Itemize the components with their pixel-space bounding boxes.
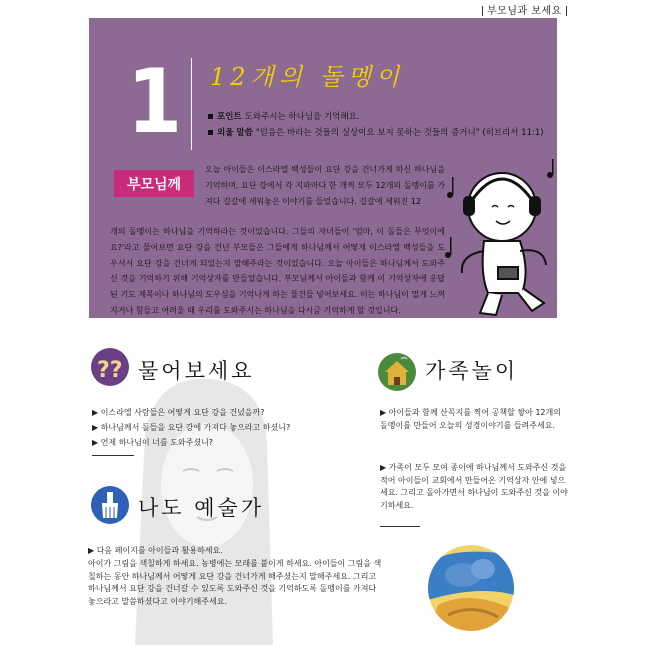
river-crossing-illustration — [428, 545, 514, 631]
parents-paragraph-1: 오늘 아이들은 이스라엘 백성들이 요단 강을 건너가게 하신 하나님을 기억하며, 요단 강에서 각 지파마다 한 개씩 모두 12개의 돌멩이를 가져다 길갈에 세워놓은 이야기를 들었습니다. 길갈에 세워진 12 — [205, 165, 445, 206]
ask-item: ▶ 하나님께서 돌들을 요단 강에 가져다 놓으라고 하셨니? — [92, 423, 291, 432]
point-line: 포인트 도와주시는 하나님을 기억해요. — [208, 110, 360, 122]
memory-verse-line: 외울 말씀 "믿음은 바라는 것들의 실상이요 보지 못하는 것들의 증거니" (히브리서 11:1) — [208, 126, 544, 138]
divider — [380, 526, 420, 527]
artist-title: 나도 예술가 — [138, 496, 265, 520]
svg-text:??: ?? — [97, 358, 123, 383]
family-item: ▶ 아이들과 함께 산꼭지를 찍어 공책할 쌓아 12개의 돌멩이를 만들어 오늘의 성경이야기를 들려주세요. — [380, 408, 561, 430]
section-tag: 부모님과 보세요 — [478, 2, 571, 17]
parents-label: 부모님께 — [114, 170, 194, 197]
parents-paragraph-2: 개의 돌멩이는 하나님을 기억하라는 것이었습니다. 그들의 자녀들이 '엄마, 이 돌들은 무엇이에요?'라고 물어보면 요단 강을 건넌 부모들은 그들에게 하나님께서 어떻게 이스라엘 백성들을 도우셔서 요단 강을 건너게 되었는지 말해주라는 것이었습니다. 오늘 아이들은 하나님께서 도와주신 것을 기억하기 위해 기억상자를 만들었습니다. 부모님께서 아이들과 함께 이 기억상자에 응답된 기도 제목이나 하나님의 도우심을 기억나게 하는 물건들 넣어보세요. 이는 하나님이 멀게 느껴지거나 힘들고 어려울 때 우리를 도와주시는 하나님을 다시금 기억하게 할 것입니다. — [110, 227, 445, 315]
paintbrush-icon — [90, 485, 130, 525]
artist-body: 아이가 그림을 색칠하게 하세요. 농병에는 모래를 붙이게 하세요. 아이들이 그림을 색칠하는 동안 하나님께서 어떻게 요단 강을 건너가게 해주셨는지 말해주세요. 그리고 하나님께서 요단 강을 건너갈 수 있도록 도와주신 것을 기억하도록 돌멩이를 가져다놓으라고 말씀하셨다고 이야기해주세요. — [88, 559, 382, 606]
house-icon — [377, 352, 417, 392]
lesson-title: 12개의 돌멩이 — [210, 63, 405, 91]
divider — [191, 58, 192, 150]
ask-item: ▶ 이스라엘 사람들은 어떻게 요단 강을 건넜을까? — [92, 408, 265, 417]
kid-headphones-illustration — [440, 155, 560, 320]
family-item: ▶ 가족이 모두 모여 종이에 하나님께서 도와주신 것을 적어 아이들이 교회에서 만들어온 기억상자 안에 넣으세요. 그리고 돌아가면서 하나님이 도와주신 것을 이야기하세요. — [380, 463, 568, 510]
bullet-square-icon — [208, 114, 213, 119]
family-title: 가족놀이 — [425, 359, 519, 383]
artist-intro: ▶ 다음 페이지를 아이들과 활용하세요. — [88, 546, 223, 555]
lesson-number: 1 — [127, 50, 183, 153]
divider — [92, 455, 134, 456]
ask-title: 물어보세요 — [138, 359, 255, 383]
bullet-square-icon — [208, 130, 213, 135]
question-marks-icon — [90, 347, 130, 387]
ask-item: ▶ 언제 하나님이 너를 도와주셨니? — [92, 438, 214, 447]
